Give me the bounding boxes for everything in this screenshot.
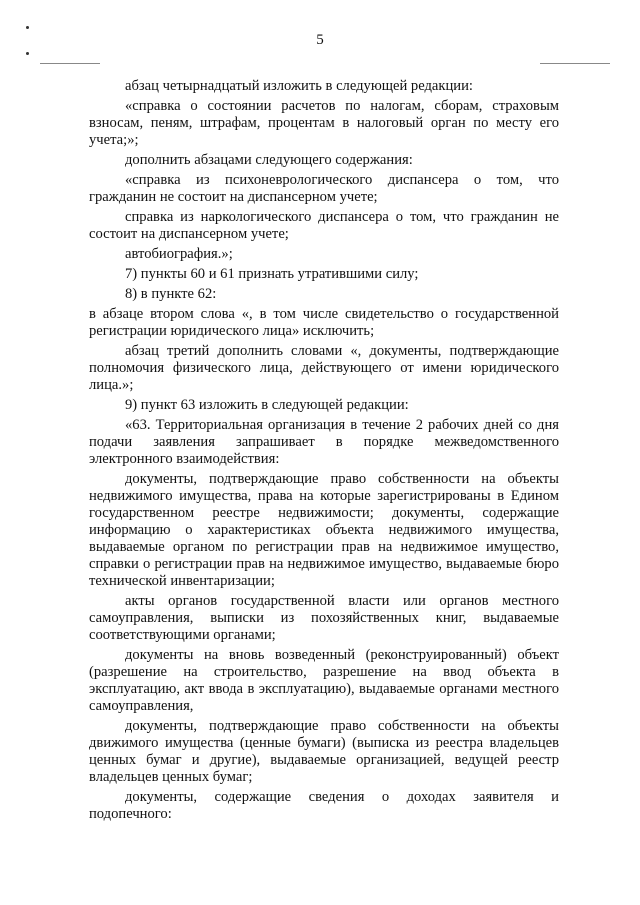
paragraph: документы, подтверждающие право собственности на объекты недвижимого имущества, права на которые зарегистрированы в Едином государственном реестре недвижимости; документы, содержащие информацию о характеристиках объекта недвижимого имущества, выдаваемые органом по регистрации прав на недвижимое имущество, справки о регистрации прав на недвижимое имущество, выдаваемые бюро технической инвентаризации; — [89, 471, 559, 589]
scan-artifact-line — [40, 63, 100, 64]
paragraph: документы, подтверждающие право собственности на объекты движимого имущества (ценные бумаги) (выписка из реестра владельцев ценных бумаг и другие), выдаваемые организацией, ведущей реестр владельцев ценных бумаг; — [89, 718, 559, 785]
paragraph: автобиография.»; — [125, 246, 233, 262]
paragraph: 7) пункты 60 и 61 признать утратившими силу; — [125, 266, 419, 282]
paragraph: «63. Территориальная организация в течение 2 рабочих дней со дня подачи заявления запрашивает в порядке межведомственного электронного взаимодействия: — [89, 417, 559, 467]
paragraph: абзац третий дополнить словами «, документы, подтверждающие полномочия физического лица, действующего от имени юридического лица.»; — [89, 343, 559, 393]
scan-artifact-line — [540, 63, 610, 64]
paragraph: 9) пункт 63 изложить в следующей редакции: — [125, 397, 409, 413]
paragraph: «справка о состоянии расчетов по налогам, сборам, страховым взносам, пеням, штрафам, процентам в налоговый орган по месту его учета;»; — [89, 98, 559, 148]
margin-dot — [26, 52, 29, 55]
paragraph: акты органов государственной власти или органов местного самоуправления, выписки из похозяйственных книг, выдаваемые соответствующими органами; — [89, 593, 559, 643]
paragraph: справка из наркологического диспансера о том, что гражданин не состоит на диспансерном учете; — [89, 209, 559, 242]
paragraph: дополнить абзацами следующего содержания: — [125, 152, 413, 168]
paragraph: документы, содержащие сведения о доходах заявителя и подопечного: — [89, 789, 559, 822]
page-number: 5 — [316, 32, 324, 48]
paragraph: абзац четырнадцатый изложить в следующей редакции: — [125, 78, 473, 94]
margin-dot — [26, 26, 29, 29]
paragraph: 8) в пункте 62: — [125, 286, 217, 302]
document-body — [89, 78, 559, 826]
paragraph: «справка из психоневрологического диспансера о том, что гражданин не состоит на диспансерном учете; — [89, 172, 559, 205]
paragraph: в абзаце втором слова «, в том числе свидетельство о государственной регистрации юридического лица» исключить; — [89, 306, 559, 339]
paragraph: документы на вновь возведенный (реконструированный) объект (разрешение на строительство, разрешение на ввод объекта в эксплуатацию, акт ввода в эксплуатацию), выдаваемые органами местного самоуправления, — [89, 647, 559, 714]
